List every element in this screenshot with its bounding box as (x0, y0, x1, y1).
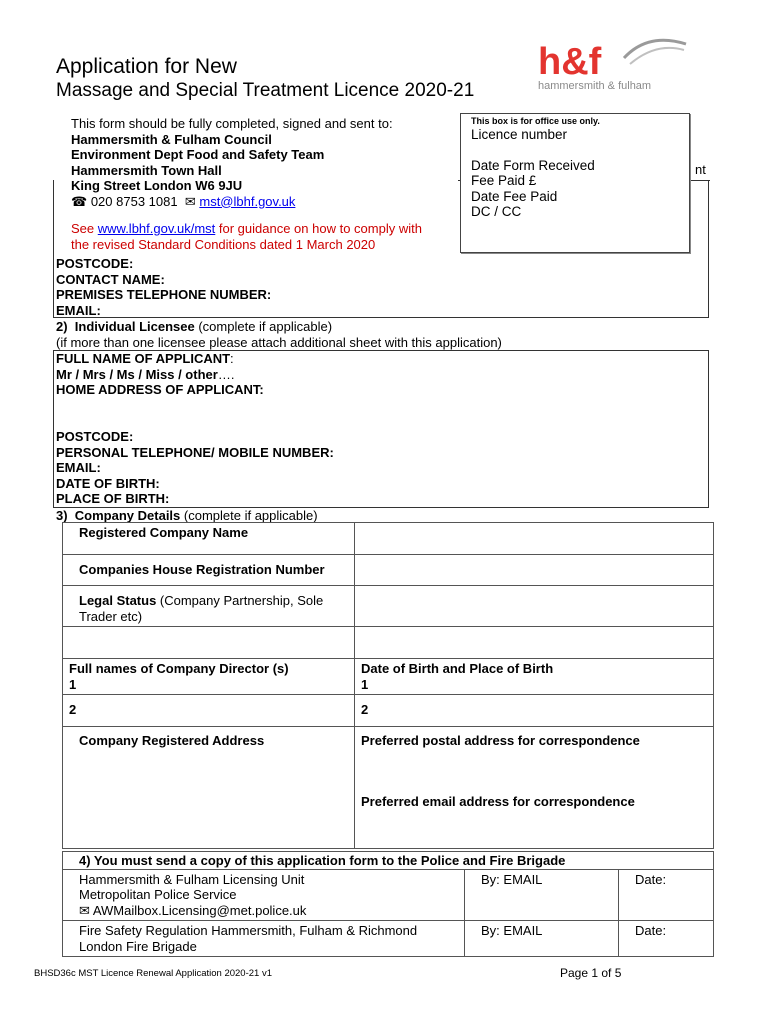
ch-number-label: Companies House Registration Number (63, 555, 355, 586)
envelope-icon: ✉ (184, 193, 196, 209)
personal-email-field[interactable]: EMAIL: (56, 460, 101, 475)
org-building: Hammersmith Town Hall (71, 162, 222, 178)
contact-email-link[interactable]: mst@lbhf.gov.uk (199, 193, 296, 209)
personal-phone-field[interactable]: PERSONAL TELEPHONE/ MOBILE NUMBER: (56, 444, 334, 460)
intro-block (71, 116, 422, 252)
logo-text: hammersmith & fulham (538, 80, 652, 92)
directors-header: Full names of Company Director (s) 1 (63, 659, 355, 695)
clipped-text: nt (695, 162, 706, 177)
fee-paid-label: Fee Paid £ (471, 173, 537, 188)
logo-mark: h&f (538, 41, 602, 83)
legal-status-label: Legal Status (Company Partnership, Sole Trader etc) (63, 586, 355, 627)
phone-icon: ☎ (71, 193, 88, 209)
correspondence-cell[interactable] (355, 727, 714, 849)
fire-date-field[interactable]: Date: (619, 921, 714, 957)
section-4-heading: 4) You must send a copy of this application form to the Police and Fire Brigade (63, 852, 714, 870)
title-options[interactable]: Mr / Mrs / Ms / Miss / other…. (56, 366, 235, 382)
dob-header: Date of Birth and Place of Birth 1 (355, 659, 714, 695)
section-2-heading: 2) Individual Licensee (complete if applicable) (if more than one licensee please attach additional sheet with this application) (56, 319, 502, 350)
home-address-field[interactable]: HOME ADDRESS OF APPLICANT: (56, 382, 264, 397)
contact-line (71, 194, 422, 210)
premises-postcode-field[interactable]: POSTCODE: (56, 256, 134, 271)
premises-email-field[interactable]: EMAIL: (56, 302, 101, 318)
org-address: King Street London W6 9JU (71, 178, 243, 193)
office-use-box (460, 113, 690, 253)
fire-contact: Fire Safety Regulation Hammersmith, Fulham & Richmond London Fire Brigade (63, 921, 465, 957)
police-date-field[interactable]: Date: (619, 869, 714, 921)
intro-line: This form should be fully completed, signed and sent to: (71, 116, 393, 131)
premises-fields (56, 256, 271, 318)
director-2-field[interactable]: 2 (63, 695, 355, 727)
date-fee-paid-label: Date Fee Paid (471, 188, 558, 204)
full-name-field[interactable]: FULL NAME OF APPLICANT: (56, 351, 234, 366)
phone-number: 020 8753 1081 (90, 193, 178, 209)
org-name: Hammersmith & Fulham Council (71, 131, 272, 147)
police-email[interactable]: AWMailbox.Licensing@met.police.uk (92, 902, 307, 918)
individual-fields (56, 351, 264, 398)
police-fire-table (62, 851, 714, 957)
section-3-heading: 3) Company Details (complete if applicable) (56, 508, 318, 523)
guidance-line: See www.lbhf.gov.uk/mst for guidance on how to comply with (71, 221, 422, 236)
reg-name-input[interactable] (355, 523, 714, 555)
office-note: This box is for office use only. (471, 116, 600, 126)
section-2-note: (if more than one licensee please attach additional sheet with this application) (56, 334, 502, 350)
individual-fields-2 (56, 429, 334, 507)
spacer-cell (355, 627, 714, 659)
licence-number-label: Licence number (471, 127, 568, 142)
registered-address-field[interactable]: Company Registered Address (63, 727, 355, 849)
dc-cc-label: DC / CC (471, 204, 522, 219)
police-contact: Hammersmith & Fulham Licensing Unit Metropolitan Police Service ✉ AWMailbox.Licensing@met.police.uk (63, 869, 465, 921)
org-dept: Environment Dept Food and Safety Team (71, 147, 325, 162)
document-reference: BHSD36c MST Licence Renewal Application 2020-21 v1 (34, 968, 272, 979)
contact-name-field[interactable]: CONTACT NAME: (56, 271, 165, 287)
guidance-line-2: the revised Standard Conditions dated 1 March 2020 (71, 236, 376, 252)
premises-phone-field[interactable]: PREMISES TELEPHONE NUMBER: (56, 287, 272, 302)
fire-by-email: By: EMAIL (465, 921, 619, 957)
ch-number-input[interactable] (355, 555, 714, 586)
company-details-table (62, 522, 714, 849)
guidance-link[interactable]: www.lbhf.gov.uk/mst (97, 221, 216, 236)
police-by-email: By: EMAIL (465, 869, 619, 921)
date-of-birth-field[interactable]: DATE OF BIRTH: (56, 475, 160, 491)
spacer-cell (63, 627, 355, 659)
postal-address-label: Preferred postal address for correspondence (361, 733, 640, 748)
reg-name-label: Registered Company Name (63, 523, 355, 555)
page-number: Page 1 of 5 (560, 966, 622, 980)
dob-2-field[interactable]: 2 (355, 695, 714, 727)
place-of-birth-field[interactable]: PLACE OF BIRTH: (56, 491, 170, 506)
page-subtitle: Massage and Special Treatment Licence 2020-21 (56, 80, 475, 101)
legal-status-input[interactable] (355, 586, 714, 627)
date-received-label: Date Form Received (471, 157, 595, 173)
email-address-label: Preferred email address for correspondence (361, 793, 635, 809)
page-title: Application for New (56, 55, 237, 78)
home-postcode-field[interactable]: POSTCODE: (56, 429, 134, 444)
envelope-icon: ✉ (79, 902, 90, 918)
